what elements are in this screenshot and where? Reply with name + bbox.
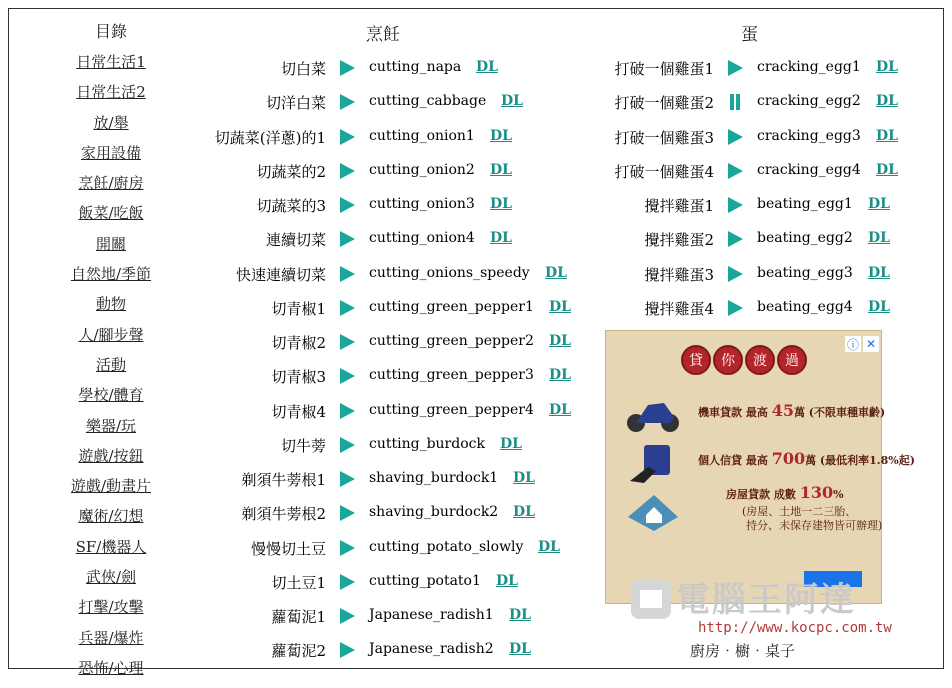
- ad-controls: [845, 336, 881, 352]
- menu-item[interactable]: 武俠/劍: [85, 568, 137, 587]
- sound-label: 打破一個雞蛋4: [614, 162, 714, 181]
- ad-line-2: 個人信貸 最高 700萬 (最低利率1.8%起): [698, 449, 915, 468]
- download-link[interactable]: DL: [549, 333, 571, 349]
- play-icon[interactable]: [728, 300, 743, 316]
- download-link[interactable]: DL: [876, 127, 898, 144]
- sound-label: 切洋白菜: [265, 94, 326, 113]
- play-icon[interactable]: [340, 300, 355, 316]
- menu-item[interactable]: 人/腳步聲: [78, 325, 144, 344]
- sound-filename: cutting_napa: [369, 59, 462, 75]
- play-icon[interactable]: [340, 334, 355, 350]
- category-menu: [56, 22, 166, 688]
- sound-label: 切土豆1: [271, 573, 326, 592]
- play-icon[interactable]: [728, 231, 743, 247]
- download-link[interactable]: DL: [500, 435, 522, 452]
- play-icon[interactable]: [340, 266, 355, 282]
- sound-label: 切蔬菜的2: [256, 162, 326, 181]
- play-icon[interactable]: [340, 505, 355, 521]
- ad-badge: [679, 345, 809, 375]
- play-icon[interactable]: [728, 197, 743, 213]
- sound-label: 剃須牛蒡根1: [241, 471, 326, 489]
- menu-item[interactable]: 魔術/幻想: [78, 507, 144, 526]
- cooking-heading: 烹飪: [366, 25, 400, 45]
- ad-line-3: 房屋貸款 成數 130%: [726, 483, 844, 502]
- sound-label: 快速連續切菜: [235, 265, 326, 284]
- download-link[interactable]: DL: [868, 196, 890, 212]
- site-watermark: [628, 572, 918, 640]
- download-link[interactable]: DL: [490, 196, 512, 212]
- play-icon[interactable]: [340, 574, 355, 590]
- sound-label: 攪拌雞蛋1: [644, 197, 714, 215]
- download-link[interactable]: DL: [476, 59, 498, 75]
- menu-item[interactable]: 打擊/攻擊: [78, 598, 144, 617]
- sound-filename: cracking_egg3: [757, 127, 861, 144]
- play-icon[interactable]: [340, 231, 355, 247]
- ad-badge-char: 貸: [681, 345, 711, 375]
- sound-label: 切青椒3: [271, 368, 326, 387]
- menu-item[interactable]: 開關: [95, 234, 126, 253]
- download-link[interactable]: DL: [549, 298, 571, 315]
- sound-label: 切白菜: [280, 60, 326, 78]
- ad-line-3-sub1: (房屋、土地一二三胎、: [742, 505, 857, 518]
- menu-item[interactable]: 遊戲/按鈕: [78, 446, 144, 465]
- sound-filename: cutting_burdock: [369, 435, 485, 452]
- sound-label: 切青椒2: [271, 334, 326, 352]
- sound-label: 蘿蔔泥2: [271, 642, 326, 661]
- sound-filename: beating_egg2: [757, 230, 853, 247]
- sound-filename: cutting_onion3: [369, 196, 475, 212]
- sound-label: 連續切菜: [265, 231, 326, 250]
- ad-close-icon[interactable]: ✕: [863, 336, 879, 352]
- advertisement[interactable]: [605, 330, 915, 604]
- ad-badge-char: 你: [713, 345, 743, 375]
- download-link[interactable]: DL: [868, 230, 890, 247]
- play-icon[interactable]: [728, 266, 743, 282]
- download-link[interactable]: DL: [549, 401, 571, 418]
- ad-line-1: 機車貸款 最高 45萬 (不限車種車齡): [698, 401, 886, 420]
- menu-item[interactable]: 飯菜/吃飯: [78, 204, 144, 223]
- play-icon[interactable]: [340, 163, 355, 179]
- download-link[interactable]: DL: [501, 93, 523, 110]
- play-icon[interactable]: [340, 94, 355, 110]
- sound-filename: shaving_burdock2: [369, 504, 499, 521]
- sound-filename: cutting_potato_slowly: [369, 538, 524, 555]
- download-link[interactable]: DL: [509, 607, 531, 623]
- play-icon[interactable]: [728, 163, 743, 179]
- sound-filename: cutting_green_pepper1: [369, 298, 534, 315]
- sound-filename: shaving_burdock1: [369, 470, 499, 486]
- sound-label: 剃須牛蒡根2: [241, 505, 326, 524]
- play-icon[interactable]: [340, 197, 355, 213]
- download-link[interactable]: DL: [545, 264, 567, 281]
- menu-item[interactable]: 恐怖/心理: [78, 658, 144, 677]
- download-link[interactable]: DL: [538, 538, 560, 555]
- menu-item[interactable]: SF/機器人: [75, 537, 147, 556]
- money-hand-icon: [624, 441, 682, 485]
- menu-item[interactable]: 日常生活2: [76, 83, 146, 102]
- download-link[interactable]: DL: [496, 572, 518, 589]
- sound-filename: cutting_green_pepper4: [369, 401, 534, 418]
- play-icon[interactable]: [728, 129, 743, 145]
- menu-item[interactable]: 日常生活1: [76, 53, 146, 71]
- ad-line-3-sub2: 持分、未保存建物皆可辦理): [746, 519, 883, 532]
- play-icon[interactable]: [340, 368, 355, 384]
- play-icon[interactable]: [340, 540, 355, 556]
- sound-label: 切蔬菜的3: [256, 197, 326, 215]
- menu-item[interactable]: 樂器/玩: [85, 416, 137, 435]
- play-icon[interactable]: [340, 642, 355, 658]
- sound-label: 打破一個雞蛋3: [614, 128, 714, 147]
- download-link[interactable]: DL: [868, 298, 890, 315]
- sound-filename: cutting_onions_speedy: [369, 264, 530, 281]
- sound-label: 攪拌雞蛋2: [644, 231, 714, 250]
- sound-filename: cutting_onion1: [369, 127, 475, 144]
- sound-filename: cutting_onion2: [369, 161, 475, 178]
- sound-label: 打破一個雞蛋2: [614, 94, 714, 113]
- play-icon[interactable]: [340, 437, 355, 453]
- sound-filename: beating_egg1: [757, 196, 853, 212]
- ad-badge-char: 過: [777, 345, 807, 375]
- sound-filename: cutting_green_pepper3: [369, 367, 534, 384]
- menu-item[interactable]: 自然地/季節: [70, 265, 152, 284]
- menu-item[interactable]: 遊戲/動畫片: [70, 477, 152, 496]
- play-icon[interactable]: [728, 60, 743, 76]
- egg-heading: 蛋: [741, 25, 758, 45]
- play-icon[interactable]: [340, 129, 355, 145]
- pause-icon[interactable]: [728, 94, 742, 110]
- download-link[interactable]: DL: [876, 93, 898, 110]
- play-icon[interactable]: [340, 608, 355, 624]
- ad-info-icon[interactable]: ⓘ: [846, 337, 859, 352]
- sound-filename: cutting_green_pepper2: [369, 333, 534, 349]
- next-section-heading: 廚房‧櫥‧桌子: [690, 642, 796, 660]
- menu-item[interactable]: 動物: [95, 295, 126, 314]
- menu-item[interactable]: 兵器/爆炸: [78, 628, 144, 647]
- sound-filename: cutting_onion4: [369, 230, 475, 247]
- download-link[interactable]: DL: [549, 367, 571, 384]
- download-link[interactable]: DL: [513, 504, 535, 521]
- motorcycle-icon: [624, 391, 682, 435]
- sound-label: 慢慢切土豆: [250, 539, 326, 558]
- watermark-logo-icon: [628, 576, 674, 622]
- download-link[interactable]: DL: [876, 161, 898, 178]
- sound-label: 切青椒1: [271, 299, 326, 318]
- sound-filename: Japanese_radish2: [369, 641, 494, 658]
- sound-filename: beating_egg4: [757, 298, 853, 315]
- sound-label: 攪拌雞蛋3: [644, 265, 714, 284]
- download-link[interactable]: DL: [490, 127, 512, 144]
- ad-badge-char: 渡: [745, 345, 775, 375]
- download-link[interactable]: DL: [513, 470, 535, 486]
- play-icon[interactable]: [340, 403, 355, 419]
- sound-label: 切蔬菜(洋蔥)的1: [214, 128, 326, 147]
- sound-filename: cutting_potato1: [369, 572, 481, 589]
- sound-filename: cracking_egg2: [757, 93, 861, 110]
- watermark-url: http://www.kocpc.com.tw: [698, 620, 892, 636]
- sound-label: 打破一個雞蛋1: [614, 60, 714, 78]
- watermark-text: 電腦王阿達: [676, 580, 856, 620]
- menu-item[interactable]: 活動: [95, 355, 126, 374]
- sound-filename: cracking_egg4: [757, 161, 861, 178]
- menu-title: 目錄: [94, 22, 127, 41]
- sound-label: 攪拌雞蛋4: [644, 299, 714, 318]
- menu-item[interactable]: 放/舉: [93, 113, 129, 132]
- download-link[interactable]: DL: [868, 264, 890, 281]
- sound-label: 切牛蒡: [280, 436, 326, 455]
- download-link[interactable]: DL: [509, 641, 531, 658]
- house-icon: [624, 489, 682, 533]
- download-link[interactable]: DL: [490, 230, 512, 247]
- sound-label: 切青椒4: [271, 402, 326, 421]
- sound-label: 蘿蔔泥1: [271, 608, 326, 626]
- sound-filename: cutting_cabbage: [369, 93, 487, 110]
- play-icon[interactable]: [340, 471, 355, 487]
- sound-filename: cracking_egg1: [757, 59, 861, 75]
- download-link[interactable]: DL: [876, 59, 898, 75]
- download-link[interactable]: DL: [490, 161, 512, 178]
- sound-filename: beating_egg3: [757, 264, 853, 281]
- menu-item[interactable]: 烹飪/廚房: [78, 174, 144, 193]
- play-icon[interactable]: [340, 60, 355, 76]
- sound-filename: Japanese_radish1: [369, 607, 494, 623]
- menu-item[interactable]: 家用設備: [80, 143, 141, 162]
- menu-item[interactable]: 學校/體育: [78, 386, 144, 405]
